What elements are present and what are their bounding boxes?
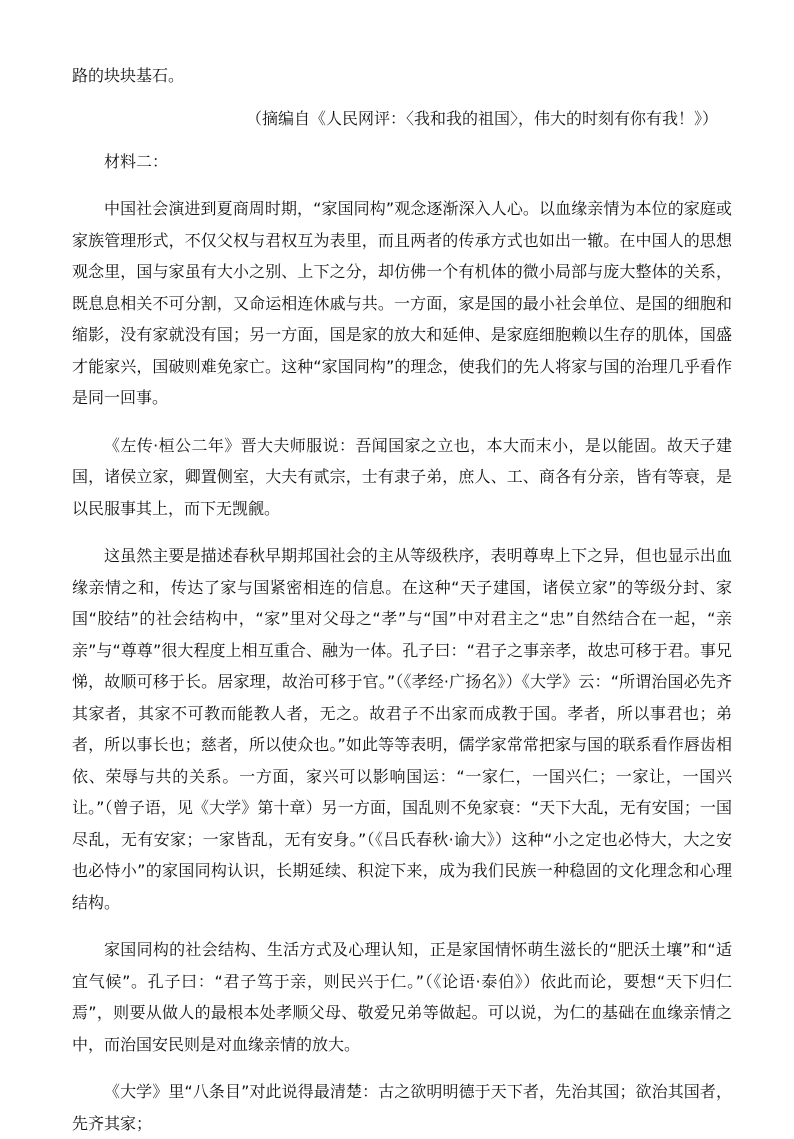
paragraph-3: 这虽然主要是描述春秋早期邦国社会的主从等级秩序，表明尊卑上下之异，但也显示出血缘亲情之和，传达了家与国紧密相连的信息。在这种“天子建国，诸侯立家”的等级分封、家国“胶结”的社会结构中，“家”里对父母之“孝”与“国”中对君主之“忠”自然结合在一起，“亲亲”与“尊尊”很大程度上相互重合、融为一体。孔子曰：“君子之事亲孝，故忠可移于君。事兄悌，故顺可移于长。居家理，故治可移于官。”（《孝经·广扬名》）《大学》云：“所谓治国必先齐其家者，其家不可教而能教人者，无之。故君子不出家而成教于国。孝者，所以事君也；弟者，所以事长也；慈者，所以使众也。”如此等等表明，儒学家常常把家与国的联系看作唇齿相依、荣辱与共的关系。一方面，家兴可以影响国运：“一家仁，一国兴仁；一家让，一国兴让。”（曾子语，见《大学》第十章）另一方面，国乱则不免家衰：“天下大乱，无有安国；一国尽乱，无有安家；一家皆乱，无有安身。”（《吕氏春秋·谕大》）这种“小之定也必恃大，大之安也必恃小”的家国同构认识，长期延续、积淀下来，成为我们民族一种稳固的文化理念和心理结构。	[72, 546, 732, 912]
paragraph-2: 《左传·桓公二年》晋大夫师服说：吾闻国家之立也，本大而末小，是以能固。故天子建国，诸侯立家，卿置侧室，大夫有贰宗，士有隶子弟，庶人、工、商各有分亲，皆有等衰，是以民服事其上，而下无觊觎。	[72, 435, 732, 518]
paragraph-1: 中国社会演进到夏商周时期，“家国同构”观念逐渐深入人心。以血缘亲情为本位的家庭或家族管理形式，不仅父权与君权互为表里，而且两者的传承方式也如出一辙。在中国人的思想观念里，国与家虽有大小之别、上下之分，却仿佛一个有机体的微小局部与庞大整体的关系，既息息相关不可分割，又命运相连休戚与共。一方面，家是国的最小社会单位、是国的细胞和缩影，没有家就没有国；另一方面，国是家的放大和延伸、是家庭细胞赖以生存的肌体，国盛才能家兴，国破则难免家亡。这种“家国同构”的理念，使我们的先人将家与国的治理几乎看作是同一回事。	[72, 199, 732, 407]
intro-line: 路的块块基石。	[72, 66, 185, 85]
paragraph-5: 《大学》里“八条目”对此说得最清楚：古之欲明明德于天下者，先治其国；欲治其国者，先齐其家；	[72, 1082, 732, 1133]
paragraph-4: 家国同构的社会结构、生活方式及心理认知，正是家国情怀萌生滋长的“肥沃土壤”和“适宜气候”。孔子曰：“君子笃于亲，则民兴于仁。”（《论语·泰伯》）依此而论，要想“天下归仁焉”，则要从做人的最根本处孝顺父母、敬爱兄弟等做起。可以说，为仁的基础在血缘亲情之中，而治国安民则是对血缘亲情的放大。	[72, 940, 732, 1054]
material-label: 材料二：	[104, 152, 169, 171]
source-citation: （摘编自《人民网评：〈我和我的祖国〉，伟大的时刻有你有我！》）	[245, 109, 718, 128]
document-page	[72, 60, 732, 1139]
